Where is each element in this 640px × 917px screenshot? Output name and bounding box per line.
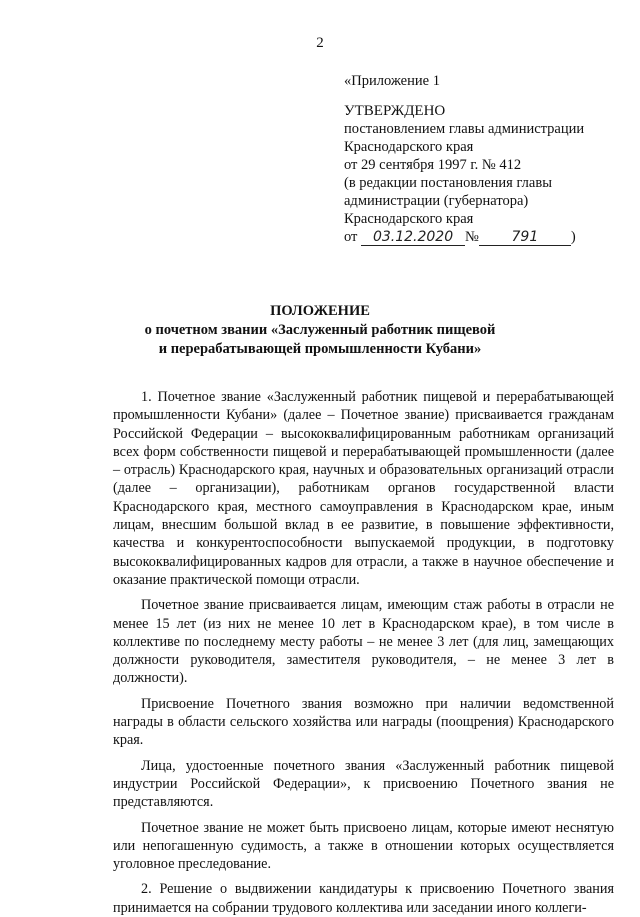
closing-paren: ) [570,229,576,245]
paragraph: Почетное звание не может быть присвоено лицам, которые имеют неснятую или непогашенную судимость, а также в отношении которых осуществляется уголовное преследование. [113,819,614,873]
handwritten-number: 791 [479,229,571,246]
approval-line: от 29 сентября 1997 г. № 412 [344,157,522,173]
approval-line: (в редакции постановления главы [344,175,552,191]
paragraph: Почетное звание присваивается лицам, имеющим стаж работы в отрасли не менее 15 лет (из них не менее 10 лет в Краснодарском крае), в том числе в коллективе по последнему месту работы – не менее 3 лет (для лиц, замещающих должности руководителя, заместителя руководителя, – не менее 3 лет в должности). [113,597,614,687]
paragraph: Присвоение Почетного звания возможно при наличии ведомственной награды в области сельского хозяйства или награды (поощрения) Краснодарского края. [113,695,614,749]
number-sign: № [465,229,479,245]
handwritten-date: 03.12.2020 [361,229,465,246]
approval-line: постановлением главы администрации [344,121,585,137]
paragraph: Лица, удостоенные почетного звания «Заслуженный работник пищевой индустрии Российской Федерации», к присвоению Почетного звания не представляются. [113,757,614,811]
paragraph: 2. Решение о выдвижении кандидатуры к присвоению Почетного звания принимается на собрании трудового коллектива или заседании иного коллеги- [113,881,614,916]
document-title [0,302,640,359]
approval-line: Краснодарского края [344,211,474,227]
page-number: 2 [316,35,324,51]
title-heading: ПОЛОЖЕНИЕ [270,303,370,319]
document-body [113,388,614,917]
appendix-label: «Приложение 1 [344,73,440,89]
appendix-block [344,72,624,246]
date-prefix: от [344,229,358,245]
approved-heading: УТВЕРЖДЕНО [344,103,446,119]
approval-line: администрации (губернатора) [344,193,529,209]
title-subtitle-line: и перерабатывающей промышленности Кубани» [158,341,482,357]
approval-line: Краснодарского края [344,139,474,155]
date-number-line [344,228,624,246]
paragraph: 1. Почетное звание «Заслуженный работник пищевой и перерабатывающей промышленности Кубани» (далее – Почетное звание) присваивается гражданам Российской Федерации – высококвалифицированным работникам организаций всех форм собственности пищевой и перерабатывающей промышленности (далее – отрасль) Краснодарского края, научных и образовательных организаций отрасли (далее – организации), работникам органов государственной власти Краснодарского края, местного самоуправления в Краснодарском крае, иным лицам, внесшим большой вклад в ее развитие, в повышение эффективности, качества и конкурентоспособности выпускаемой продукции, в подготовку высококвалифицированных кадров для отрасли, а также в научное обеспечение и оказание практической помощи отрасли. [113,389,614,588]
title-subtitle-line: о почетном звании «Заслуженный работник пищевой [144,322,496,338]
